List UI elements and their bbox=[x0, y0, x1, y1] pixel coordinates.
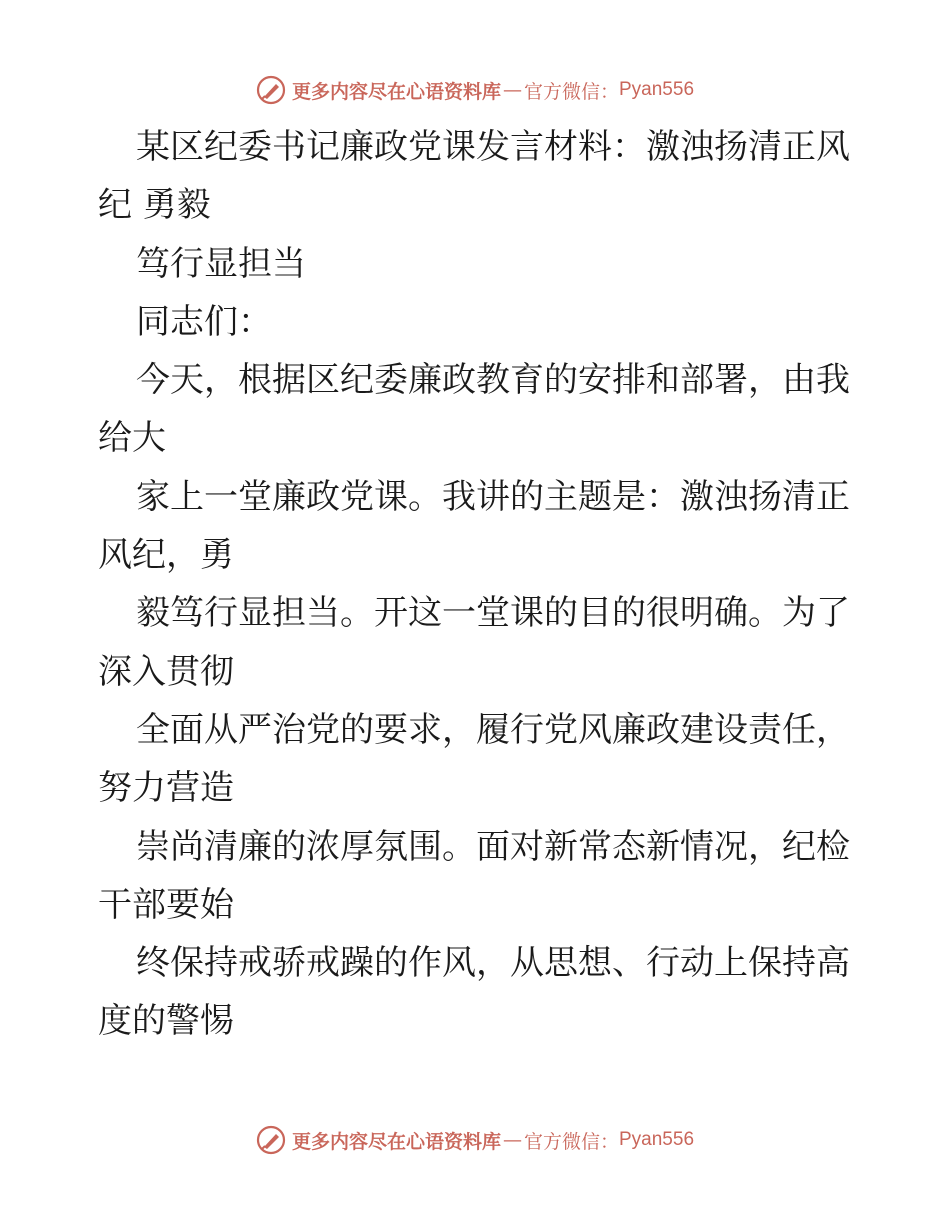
paragraph-line: 今天，根据区纪委廉政教育的安排和部署，由我 bbox=[136, 360, 850, 401]
header-banner bbox=[0, 70, 950, 110]
paragraph-line: 努力营造 bbox=[98, 768, 234, 809]
title-line-3: 笃行显担当 bbox=[136, 243, 306, 284]
title-line-1: 某区纪委书记廉政党课发言材料：激浊扬清正风 bbox=[136, 127, 850, 167]
document-body bbox=[98, 118, 858, 1051]
footer-banner bbox=[0, 1120, 950, 1160]
paragraph-line: 家上一堂廉政党课。我讲的主题是：激浊扬清正 bbox=[136, 476, 850, 517]
banner-wechat-id: Pyan556 bbox=[619, 79, 695, 100]
banner-wechat-id: Pyan556 bbox=[619, 1129, 695, 1150]
paragraph-line: 风纪，勇 bbox=[98, 535, 234, 576]
banner-wechat-label: 官方微信： bbox=[523, 80, 619, 103]
paragraph-line: 干部要始 bbox=[98, 884, 234, 925]
banner-dash: — bbox=[502, 1129, 522, 1151]
paragraph-line: 崇尚清廉的浓厚氛围。面对新常态新情况，纪检 bbox=[136, 826, 850, 867]
banner-brand-text: 更多内容尽在心语资料库 bbox=[291, 1130, 501, 1153]
quill-logo-icon bbox=[256, 75, 286, 105]
quill-logo-icon bbox=[256, 1125, 286, 1155]
title-line-2: 纪 勇毅 bbox=[98, 185, 211, 226]
banner-brand-text: 更多内容尽在心语资料库 bbox=[291, 80, 501, 103]
banner-dash: — bbox=[502, 79, 522, 101]
paragraph-line: 毅笃行显担当。开这一堂课的目的很明确。为了 bbox=[136, 593, 850, 634]
paragraph-line: 度的警惕 bbox=[98, 1001, 234, 1042]
paragraph-line: 终保持戒骄戒躁的作风，从思想、行动上保持高 bbox=[136, 943, 850, 984]
salutation-line: 同志们： bbox=[136, 301, 272, 342]
paragraph-line: 给大 bbox=[98, 418, 166, 459]
banner-wechat-label: 官方微信： bbox=[523, 1130, 619, 1153]
paragraph-line: 深入贯彻 bbox=[98, 651, 234, 692]
paragraph-line: 全面从严治党的要求，履行党风廉政建设责任， bbox=[136, 709, 850, 750]
